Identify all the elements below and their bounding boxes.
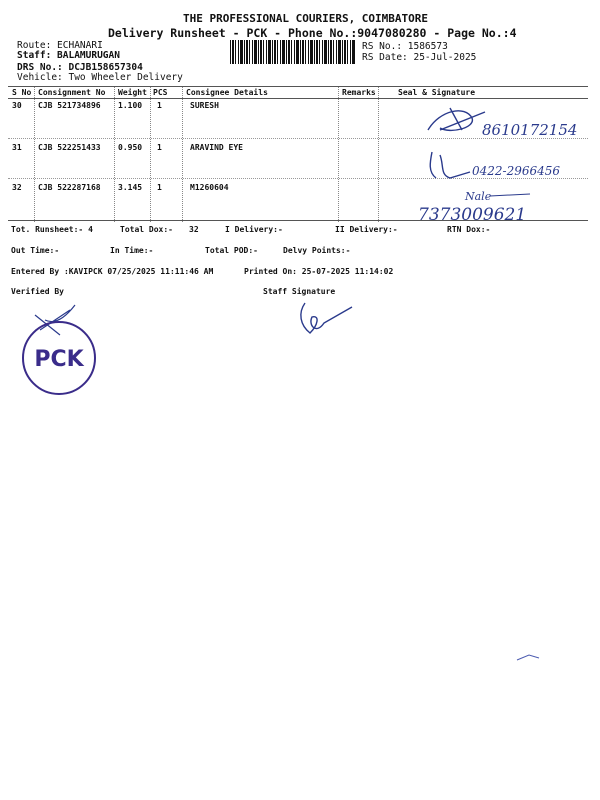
drs-label: DRS No.: DCJB158657304: [17, 62, 143, 73]
rs-no-label: RS No.: 1586573: [362, 41, 448, 52]
row-32-sno: 32: [12, 183, 22, 192]
row-30-pcs: 1: [157, 101, 162, 110]
row-30-consignment: CJB 521734896: [38, 101, 101, 110]
printed-on: Printed On: 25-07-2025 11:14:02: [244, 267, 394, 276]
staff-label: Staff: BALAMURUGAN: [17, 50, 120, 61]
verified-by-label: Verified By: [11, 287, 64, 296]
stamp-text: PCK: [34, 347, 84, 372]
row-32-consignment: CJB 522287168: [38, 183, 101, 192]
col-divider: [34, 87, 35, 222]
col-remarks: Remarks: [342, 88, 376, 97]
i-delivery-label: I Delivery:-: [225, 225, 283, 234]
col-divider: [378, 87, 379, 222]
row-30-sno: 30: [12, 101, 22, 110]
row-30-handwritten-phone: 8610172154: [482, 121, 578, 139]
in-time-label: In Time:-: [110, 246, 154, 255]
total-dox-label: Total Dox:-: [120, 225, 173, 234]
entered-by: Entered By :KAVIPCK 07/25/2025 11:11:46 AM: [11, 267, 214, 276]
company-title: THE PROFESSIONAL COURIERS, COIMBATORE: [183, 12, 429, 25]
col-divider: [182, 87, 183, 222]
col-weight: Weight: [118, 88, 147, 97]
row-31-weight: 0.950: [118, 143, 143, 152]
row-31-handwritten-phone: 0422-2966456: [472, 164, 561, 178]
row-32-pcs: 1: [157, 183, 162, 192]
handwritten-signatures: [410, 100, 590, 225]
ii-delivery-label: II Delivery:-: [335, 225, 398, 234]
row-32-weight: 3.145: [118, 183, 143, 192]
staff-signature-scribble: [290, 295, 370, 345]
row-32-handwritten-name: Nale: [465, 190, 492, 203]
col-seal-signature: Seal & Signature: [398, 88, 476, 97]
col-pcs: PCS: [153, 88, 168, 97]
route-label: Route: ECHANARI: [17, 40, 103, 51]
pck-stamp: [15, 300, 115, 400]
col-consignee: Consignee Details: [186, 88, 268, 97]
table-header-rule: [8, 98, 588, 99]
runsheet-subtitle: Delivery Runsheet - PCK - Phone No.:9047080280 - Page No.:4: [108, 26, 517, 40]
col-consignment: Consignment No: [38, 88, 106, 97]
row-32-handwritten-phone: 7373009621: [418, 205, 527, 225]
row-31-consignment: CJB 522251433: [38, 143, 101, 152]
col-divider: [150, 87, 151, 222]
total-pod-label: Total POD:-: [205, 246, 258, 255]
delvy-points-label: Delvy Points:-: [283, 246, 351, 255]
vehicle-label: Vehicle: Two Wheeler Delivery: [17, 72, 183, 83]
rs-date-label: RS Date: 25-Jul-2025: [362, 52, 477, 63]
col-divider: [114, 87, 115, 222]
total-dox-value: 32: [189, 225, 199, 234]
table-top-rule: [8, 86, 588, 87]
row-30-weight: 1.100: [118, 101, 143, 110]
col-divider: [338, 87, 339, 222]
row-30-consignee: SURESH: [190, 101, 219, 110]
col-sno: S No: [12, 88, 32, 97]
total-runsheet: Tot. Runsheet:- 4: [11, 225, 93, 234]
row-31-sno: 31: [12, 143, 22, 152]
out-time-label: Out Time:-: [11, 246, 60, 255]
barcode-image: [230, 40, 355, 64]
row-31-consignee: ARAVIND EYE: [190, 143, 243, 152]
staff-signature-label: Staff Signature: [263, 287, 336, 296]
stray-mark: [515, 650, 545, 665]
rtn-dox-label: RTN Dox:-: [447, 225, 491, 234]
row-32-consignee: M1260604: [190, 183, 229, 192]
row-31-pcs: 1: [157, 143, 162, 152]
